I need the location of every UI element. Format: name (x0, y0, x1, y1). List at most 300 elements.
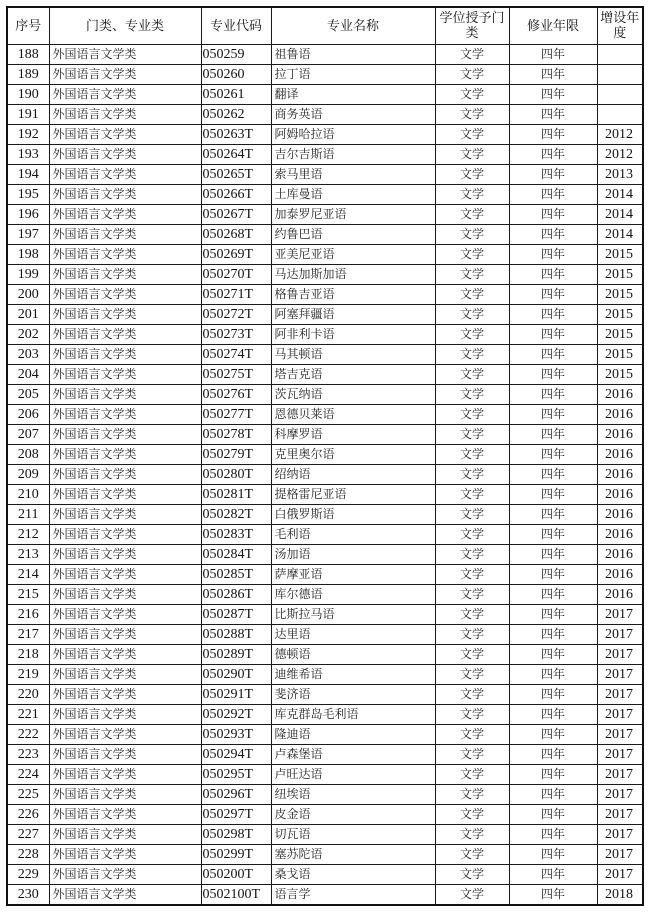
cell-duration: 四年 (509, 685, 597, 705)
cell-degree: 文学 (435, 45, 509, 65)
cell-year-added: 2014 (597, 205, 643, 225)
cell-category: 外国语言文学类 (49, 645, 201, 665)
cell-category: 外国语言文学类 (49, 125, 201, 145)
cell-category: 外国语言文学类 (49, 405, 201, 425)
header-code: 专业代码 (201, 7, 271, 45)
table-row (7, 505, 643, 525)
cell-duration: 四年 (509, 585, 597, 605)
cell-category: 外国语言文学类 (49, 485, 201, 505)
cell-major-name: 约鲁巴语 (271, 225, 435, 245)
cell-seq: 204 (7, 365, 49, 385)
cell-duration: 四年 (509, 385, 597, 405)
cell-category: 外国语言文学类 (49, 605, 201, 625)
cell-category: 外国语言文学类 (49, 665, 201, 685)
cell-year-added: 2017 (597, 825, 643, 845)
cell-seq: 202 (7, 325, 49, 345)
cell-seq: 207 (7, 425, 49, 445)
cell-category: 外国语言文学类 (49, 765, 201, 785)
cell-code: 050283T (201, 525, 271, 545)
cell-duration: 四年 (509, 85, 597, 105)
cell-category: 外国语言文学类 (49, 825, 201, 845)
cell-seq: 217 (7, 625, 49, 645)
cell-duration: 四年 (509, 885, 597, 906)
cell-year-added: 2015 (597, 245, 643, 265)
cell-seq: 230 (7, 885, 49, 906)
cell-seq: 221 (7, 705, 49, 725)
cell-major-name: 加泰罗尼亚语 (271, 205, 435, 225)
cell-seq: 190 (7, 85, 49, 105)
header-seq: 序号 (7, 7, 49, 45)
cell-code: 050259 (201, 45, 271, 65)
cell-major-name: 汤加语 (271, 545, 435, 565)
cell-major-name: 土库曼语 (271, 185, 435, 205)
cell-category: 外国语言文学类 (49, 205, 201, 225)
table-row (7, 565, 643, 585)
cell-year-added: 2014 (597, 225, 643, 245)
cell-category: 外国语言文学类 (49, 885, 201, 906)
cell-year-added: 2013 (597, 165, 643, 185)
cell-major-name: 切瓦语 (271, 825, 435, 845)
cell-degree: 文学 (435, 305, 509, 325)
header-year-added: 增设年度 (597, 7, 643, 45)
cell-degree: 文学 (435, 885, 509, 906)
cell-seq: 203 (7, 345, 49, 365)
cell-degree: 文学 (435, 685, 509, 705)
cell-duration: 四年 (509, 145, 597, 165)
cell-year-added: 2015 (597, 325, 643, 345)
table-row (7, 305, 643, 325)
table-row (7, 885, 643, 906)
cell-code: 050279T (201, 445, 271, 465)
cell-year-added: 2017 (597, 785, 643, 805)
cell-category: 外国语言文学类 (49, 425, 201, 445)
table-row (7, 165, 643, 185)
cell-category: 外国语言文学类 (49, 245, 201, 265)
cell-degree: 文学 (435, 325, 509, 345)
cell-seq: 223 (7, 745, 49, 765)
cell-duration: 四年 (509, 485, 597, 505)
header-category: 门类、专业类 (49, 7, 201, 45)
cell-code: 050289T (201, 645, 271, 665)
cell-year-added: 2015 (597, 285, 643, 305)
cell-major-name: 科摩罗语 (271, 425, 435, 445)
cell-major-name: 商务英语 (271, 105, 435, 125)
cell-category: 外国语言文学类 (49, 465, 201, 485)
cell-major-name: 阿非利卡语 (271, 325, 435, 345)
cell-major-name: 迪维希语 (271, 665, 435, 685)
cell-year-added: 2016 (597, 425, 643, 445)
cell-category: 外国语言文学类 (49, 265, 201, 285)
cell-duration: 四年 (509, 565, 597, 585)
cell-seq: 225 (7, 785, 49, 805)
cell-degree: 文学 (435, 465, 509, 485)
cell-major-name: 卢森堡语 (271, 745, 435, 765)
header-row (7, 7, 643, 45)
cell-code: 050262 (201, 105, 271, 125)
cell-major-name: 库尔德语 (271, 585, 435, 605)
cell-year-added: 2017 (597, 865, 643, 885)
table-row (7, 665, 643, 685)
cell-major-name: 达里语 (271, 625, 435, 645)
table-row (7, 185, 643, 205)
table-row (7, 805, 643, 825)
cell-code: 050263T (201, 125, 271, 145)
table-row (7, 685, 643, 705)
cell-duration: 四年 (509, 705, 597, 725)
cell-category: 外国语言文学类 (49, 145, 201, 165)
cell-degree: 文学 (435, 285, 509, 305)
cell-code: 050288T (201, 625, 271, 645)
cell-duration: 四年 (509, 665, 597, 685)
table-row (7, 725, 643, 745)
cell-major-name: 阿塞拜疆语 (271, 305, 435, 325)
cell-major-name: 翻译 (271, 85, 435, 105)
cell-code: 050269T (201, 245, 271, 265)
major-catalog-table (6, 6, 644, 906)
cell-category: 外国语言文学类 (49, 45, 201, 65)
table-row (7, 785, 643, 805)
cell-major-name: 格鲁吉亚语 (271, 285, 435, 305)
cell-code: 050267T (201, 205, 271, 225)
cell-degree: 文学 (435, 545, 509, 565)
cell-major-name: 隆迪语 (271, 725, 435, 745)
cell-code: 050268T (201, 225, 271, 245)
cell-degree: 文学 (435, 665, 509, 685)
cell-seq: 194 (7, 165, 49, 185)
cell-duration: 四年 (509, 425, 597, 445)
table-row (7, 765, 643, 785)
cell-seq: 229 (7, 865, 49, 885)
table-row (7, 445, 643, 465)
table-row (7, 125, 643, 145)
cell-duration: 四年 (509, 105, 597, 125)
cell-major-name: 皮金语 (271, 805, 435, 825)
cell-degree: 文学 (435, 525, 509, 545)
table-body (7, 45, 643, 906)
cell-seq: 220 (7, 685, 49, 705)
cell-duration: 四年 (509, 365, 597, 385)
cell-year-added: 2016 (597, 385, 643, 405)
table-row (7, 545, 643, 565)
cell-duration: 四年 (509, 605, 597, 625)
cell-degree: 文学 (435, 845, 509, 865)
cell-code: 050284T (201, 545, 271, 565)
cell-code: 050274T (201, 345, 271, 365)
cell-duration: 四年 (509, 225, 597, 245)
cell-code: 050290T (201, 665, 271, 685)
cell-duration: 四年 (509, 505, 597, 525)
cell-year-added (597, 45, 643, 65)
cell-seq: 199 (7, 265, 49, 285)
cell-degree: 文学 (435, 725, 509, 745)
cell-major-name: 比斯拉马语 (271, 605, 435, 625)
cell-code: 050281T (201, 485, 271, 505)
cell-seq: 212 (7, 525, 49, 545)
cell-year-added (597, 65, 643, 85)
cell-duration: 四年 (509, 625, 597, 645)
cell-degree: 文学 (435, 485, 509, 505)
cell-code: 050285T (201, 565, 271, 585)
cell-seq: 219 (7, 665, 49, 685)
cell-duration: 四年 (509, 805, 597, 825)
cell-duration: 四年 (509, 45, 597, 65)
cell-category: 外国语言文学类 (49, 705, 201, 725)
table-row (7, 745, 643, 765)
cell-degree: 文学 (435, 345, 509, 365)
cell-code: 050272T (201, 305, 271, 325)
table-row (7, 525, 643, 545)
cell-code: 050261 (201, 85, 271, 105)
cell-code: 050200T (201, 865, 271, 885)
cell-year-added: 2016 (597, 405, 643, 425)
cell-major-name: 马达加斯加语 (271, 265, 435, 285)
cell-seq: 198 (7, 245, 49, 265)
cell-year-added (597, 105, 643, 125)
table-row (7, 385, 643, 405)
cell-degree: 文学 (435, 605, 509, 625)
cell-code: 050265T (201, 165, 271, 185)
cell-year-added: 2016 (597, 485, 643, 505)
cell-year-added (597, 85, 643, 105)
cell-degree: 文学 (435, 825, 509, 845)
cell-category: 外国语言文学类 (49, 545, 201, 565)
cell-duration: 四年 (509, 785, 597, 805)
cell-degree: 文学 (435, 505, 509, 525)
cell-major-name: 斐济语 (271, 685, 435, 705)
cell-code: 050287T (201, 605, 271, 625)
cell-seq: 215 (7, 585, 49, 605)
cell-duration: 四年 (509, 285, 597, 305)
cell-code: 050273T (201, 325, 271, 345)
cell-code: 050270T (201, 265, 271, 285)
cell-major-name: 提格雷尼亚语 (271, 485, 435, 505)
cell-category: 外国语言文学类 (49, 85, 201, 105)
cell-major-name: 阿姆哈拉语 (271, 125, 435, 145)
cell-code: 050295T (201, 765, 271, 785)
cell-year-added: 2017 (597, 745, 643, 765)
cell-code: 050298T (201, 825, 271, 845)
cell-year-added: 2017 (597, 685, 643, 705)
cell-major-name: 语言学 (271, 885, 435, 906)
cell-code: 050280T (201, 465, 271, 485)
cell-year-added: 2016 (597, 545, 643, 565)
cell-seq: 227 (7, 825, 49, 845)
cell-code: 050275T (201, 365, 271, 385)
cell-major-name: 德顿语 (271, 645, 435, 665)
cell-duration: 四年 (509, 745, 597, 765)
cell-major-name: 茨瓦纳语 (271, 385, 435, 405)
cell-seq: 196 (7, 205, 49, 225)
cell-year-added: 2017 (597, 805, 643, 825)
cell-major-name: 亚美尼亚语 (271, 245, 435, 265)
cell-year-added: 2017 (597, 665, 643, 685)
cell-code: 050264T (201, 145, 271, 165)
table-row (7, 285, 643, 305)
cell-duration: 四年 (509, 405, 597, 425)
cell-year-added: 2017 (597, 645, 643, 665)
cell-category: 外国语言文学类 (49, 225, 201, 245)
cell-code: 050296T (201, 785, 271, 805)
cell-code: 050294T (201, 745, 271, 765)
cell-code: 050277T (201, 405, 271, 425)
cell-year-added: 2017 (597, 725, 643, 745)
cell-duration: 四年 (509, 265, 597, 285)
table-row (7, 45, 643, 65)
cell-category: 外国语言文学类 (49, 565, 201, 585)
cell-major-name: 库克群岛毛利语 (271, 705, 435, 725)
cell-seq: 208 (7, 445, 49, 465)
cell-duration: 四年 (509, 205, 597, 225)
cell-seq: 192 (7, 125, 49, 145)
cell-year-added: 2012 (597, 125, 643, 145)
cell-duration: 四年 (509, 525, 597, 545)
cell-year-added: 2016 (597, 445, 643, 465)
cell-year-added: 2016 (597, 525, 643, 545)
cell-category: 外国语言文学类 (49, 65, 201, 85)
table-row (7, 365, 643, 385)
cell-seq: 224 (7, 765, 49, 785)
cell-code: 050286T (201, 585, 271, 605)
table-row (7, 485, 643, 505)
cell-duration: 四年 (509, 325, 597, 345)
header-duration: 修业年限 (509, 7, 597, 45)
cell-code: 0502100T (201, 885, 271, 906)
table-header (7, 7, 643, 45)
cell-duration: 四年 (509, 165, 597, 185)
cell-duration: 四年 (509, 185, 597, 205)
table-row (7, 425, 643, 445)
cell-duration: 四年 (509, 545, 597, 565)
major-catalog-table-container (6, 6, 642, 906)
cell-year-added: 2017 (597, 765, 643, 785)
cell-major-name: 恩德贝莱语 (271, 405, 435, 425)
cell-duration: 四年 (509, 725, 597, 745)
cell-seq: 200 (7, 285, 49, 305)
table-row (7, 145, 643, 165)
table-row (7, 645, 643, 665)
cell-code: 050297T (201, 805, 271, 825)
cell-degree: 文学 (435, 765, 509, 785)
table-row (7, 865, 643, 885)
cell-year-added: 2014 (597, 185, 643, 205)
cell-category: 外国语言文学类 (49, 305, 201, 325)
cell-seq: 206 (7, 405, 49, 425)
cell-major-name: 马其顿语 (271, 345, 435, 365)
cell-year-added: 2016 (597, 585, 643, 605)
cell-seq: 228 (7, 845, 49, 865)
cell-major-name: 白俄罗斯语 (271, 505, 435, 525)
table-row (7, 825, 643, 845)
table-row (7, 325, 643, 345)
cell-year-added: 2015 (597, 305, 643, 325)
cell-seq: 191 (7, 105, 49, 125)
cell-seq: 189 (7, 65, 49, 85)
cell-category: 外国语言文学类 (49, 525, 201, 545)
cell-duration: 四年 (509, 305, 597, 325)
cell-duration: 四年 (509, 465, 597, 485)
header-name: 专业名称 (271, 7, 435, 45)
table-row (7, 585, 643, 605)
cell-degree: 文学 (435, 445, 509, 465)
cell-degree: 文学 (435, 205, 509, 225)
cell-duration: 四年 (509, 645, 597, 665)
cell-seq: 205 (7, 385, 49, 405)
cell-year-added: 2017 (597, 625, 643, 645)
cell-duration: 四年 (509, 765, 597, 785)
cell-major-name: 绍纳语 (271, 465, 435, 485)
table-row (7, 705, 643, 725)
cell-degree: 文学 (435, 125, 509, 145)
cell-seq: 213 (7, 545, 49, 565)
cell-year-added: 2017 (597, 845, 643, 865)
cell-duration: 四年 (509, 65, 597, 85)
cell-degree: 文学 (435, 405, 509, 425)
cell-degree: 文学 (435, 165, 509, 185)
cell-degree: 文学 (435, 565, 509, 585)
cell-category: 外国语言文学类 (49, 505, 201, 525)
cell-degree: 文学 (435, 745, 509, 765)
cell-year-added: 2017 (597, 705, 643, 725)
cell-seq: 210 (7, 485, 49, 505)
cell-major-name: 拉丁语 (271, 65, 435, 85)
cell-duration: 四年 (509, 245, 597, 265)
cell-year-added: 2016 (597, 465, 643, 485)
cell-code: 050282T (201, 505, 271, 525)
cell-duration: 四年 (509, 345, 597, 365)
cell-seq: 201 (7, 305, 49, 325)
cell-year-added: 2018 (597, 885, 643, 906)
cell-seq: 209 (7, 465, 49, 485)
cell-year-added: 2017 (597, 605, 643, 625)
cell-major-name: 克里奥尔语 (271, 445, 435, 465)
cell-year-added: 2015 (597, 265, 643, 285)
table-row (7, 605, 643, 625)
cell-seq: 188 (7, 45, 49, 65)
cell-seq: 211 (7, 505, 49, 525)
cell-degree: 文学 (435, 245, 509, 265)
cell-duration: 四年 (509, 825, 597, 845)
table-row (7, 465, 643, 485)
cell-degree: 文学 (435, 625, 509, 645)
cell-degree: 文学 (435, 105, 509, 125)
cell-seq: 222 (7, 725, 49, 745)
cell-category: 外国语言文学类 (49, 165, 201, 185)
cell-category: 外国语言文学类 (49, 345, 201, 365)
cell-seq: 195 (7, 185, 49, 205)
cell-code: 050266T (201, 185, 271, 205)
cell-degree: 文学 (435, 785, 509, 805)
cell-duration: 四年 (509, 865, 597, 885)
cell-category: 外国语言文学类 (49, 365, 201, 385)
table-row (7, 85, 643, 105)
cell-code: 050292T (201, 705, 271, 725)
cell-year-added: 2015 (597, 345, 643, 365)
table-row (7, 65, 643, 85)
cell-year-added: 2015 (597, 365, 643, 385)
cell-degree: 文学 (435, 65, 509, 85)
cell-code: 050293T (201, 725, 271, 745)
cell-year-added: 2012 (597, 145, 643, 165)
table-row (7, 245, 643, 265)
table-row (7, 105, 643, 125)
cell-degree: 文学 (435, 185, 509, 205)
cell-category: 外国语言文学类 (49, 185, 201, 205)
cell-duration: 四年 (509, 125, 597, 145)
cell-degree: 文学 (435, 705, 509, 725)
cell-code: 050260 (201, 65, 271, 85)
cell-code: 050271T (201, 285, 271, 305)
cell-major-name: 桑戈语 (271, 865, 435, 885)
